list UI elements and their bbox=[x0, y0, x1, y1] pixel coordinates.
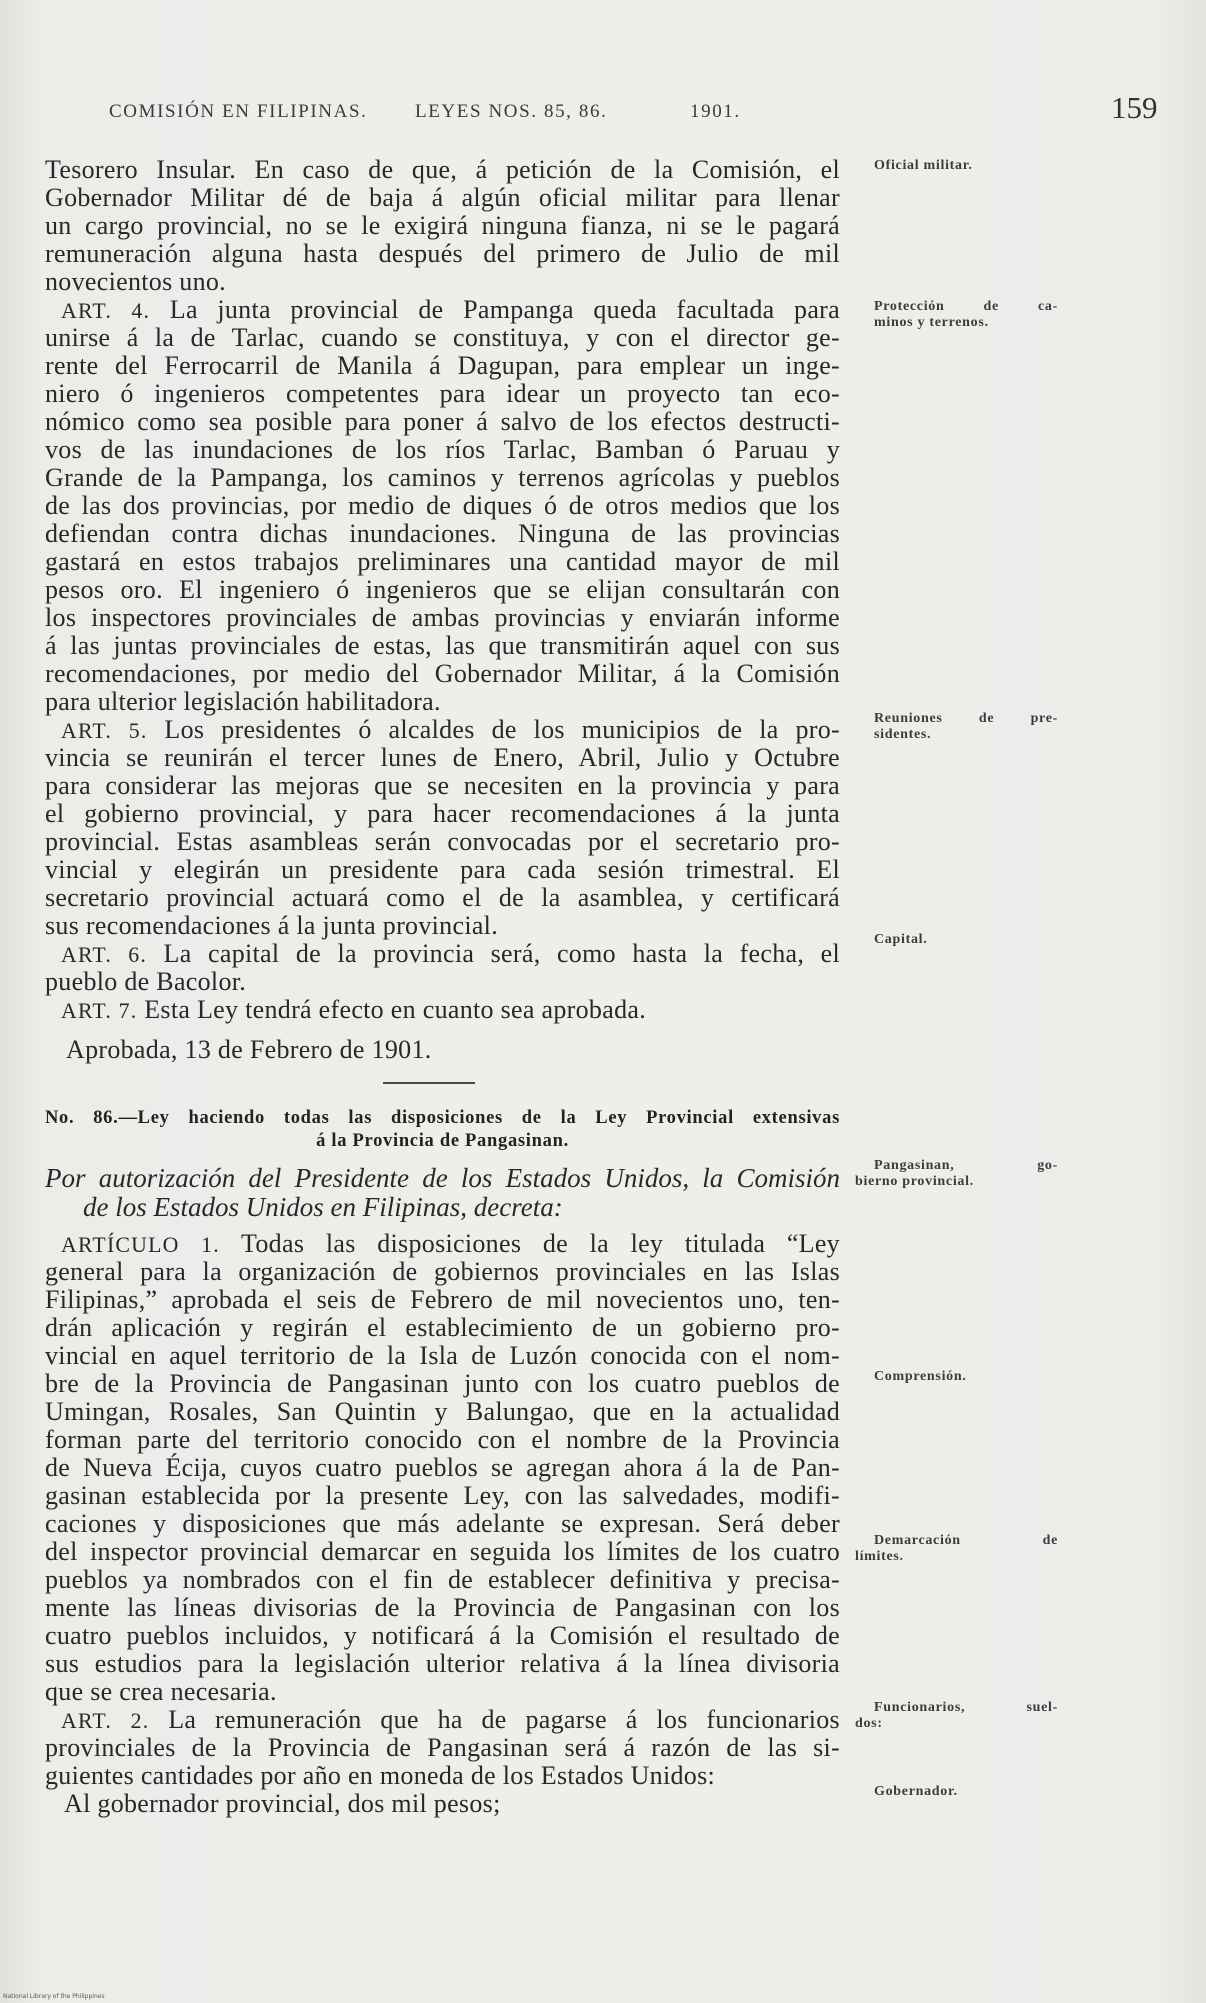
text-line: guientes cantidades por año en moneda de los Estados Unidos: bbox=[45, 1761, 716, 1790]
text-line: que se crea necesaria. bbox=[45, 1677, 277, 1706]
text-line: pueblo de Bacolor. bbox=[45, 967, 247, 996]
margin-note-pangasinan-government bbox=[855, 1158, 1058, 1190]
text-line: mente las líneas divisorias de la Provincia de Pangasinan con los bbox=[45, 1593, 840, 1622]
text-line bbox=[45, 296, 840, 324]
law-heading-line: No. 86.—Ley haciendo todas las disposiciones de la Ley Provincial extensivas bbox=[45, 1108, 840, 1128]
text-line: vos de las inundaciones de los ríos Tarlac, Bamban ó Paruau y bbox=[45, 435, 840, 464]
article-label: ART. 5. bbox=[61, 719, 148, 743]
text-line: defiendan contra dichas inundaciones. Ninguna de las provincias bbox=[45, 519, 840, 548]
margin-note-line: Pangasinan, go- bbox=[874, 1158, 1058, 1173]
section-rule bbox=[383, 1082, 475, 1084]
article-label: ART. 7. bbox=[61, 999, 138, 1023]
margin-note-line: Funcionarios, suel- bbox=[874, 1700, 1058, 1715]
text-line: remuneración alguna hasta después del primero de Julio de mil bbox=[45, 239, 840, 268]
line-text: La capital de la provincia será, como hasta la fecha, el bbox=[163, 939, 840, 968]
text-line: vincial y elegirán un presidente para cada sesión trimestral. El bbox=[45, 855, 840, 884]
text-line: para considerar las mejoras que se necesiten en la provincia y para bbox=[45, 771, 840, 800]
line-text: Todas las disposiciones de la ley titulada “Ley bbox=[241, 1229, 840, 1258]
margin-note-line: dos: bbox=[855, 1716, 883, 1731]
margin-note-comprehension bbox=[874, 1369, 1058, 1385]
margin-note-line: límites. bbox=[855, 1549, 904, 1564]
margin-note-military-officer bbox=[874, 158, 1058, 174]
margin-note-line: Comprensión. bbox=[874, 1369, 967, 1384]
text-line: á las juntas provinciales de estas, las que transmitirán aquel con sus bbox=[45, 631, 840, 660]
law-86-text bbox=[45, 1230, 840, 1818]
text-line: del inspector provincial demarcar en seguida los límites de los cuatro bbox=[45, 1537, 840, 1566]
scan-credit: National Library of the Philippines bbox=[3, 1993, 105, 2000]
text-line: de Nueva Écija, cuyos cuatro pueblos se agregan ahora á la de Pan- bbox=[45, 1453, 840, 1482]
text-line: gastará en estos trabajos preliminares una cantidad mayor de mil bbox=[45, 547, 840, 576]
margin-note-line: minos y terrenos. bbox=[874, 315, 989, 330]
margin-note-road-protection bbox=[874, 299, 1058, 331]
margin-note-line: Gobernador. bbox=[874, 1784, 958, 1799]
text-line bbox=[45, 996, 840, 1024]
text-line bbox=[45, 1230, 840, 1258]
text-line: Al gobernador provincial, dos mil pesos; bbox=[64, 1789, 501, 1818]
text-line: provincial. Estas asambleas serán convocadas por el secretario pro- bbox=[45, 827, 840, 856]
margin-note-line: Reuniones de pre- bbox=[874, 711, 1058, 726]
text-line: forman parte del territorio conocido con el nombre de la Provincia bbox=[45, 1425, 840, 1454]
margin-note-line: sidentes. bbox=[874, 727, 932, 742]
text-line: sus estudios para la legislación ulterior relativa á la línea divisoria bbox=[45, 1649, 840, 1678]
text-line: nómico como sea posible para poner á salvo de los efectos destructi- bbox=[45, 407, 840, 436]
approval-date: Aprobada, 13 de Febrero de 1901. bbox=[66, 1035, 432, 1064]
margin-note-line: Protección de ca- bbox=[874, 299, 1058, 314]
article-label: ARTÍCULO 1. bbox=[61, 1233, 220, 1257]
text-line: Tesorero Insular. En caso de que, á petición de la Comisión, el bbox=[45, 155, 840, 184]
text-line: de las dos provincias, por medio de diques ó de otros medios que los bbox=[45, 491, 840, 520]
line-text: La remuneración que ha de pagarse á los funcionarios bbox=[168, 1705, 840, 1734]
text-line: vincia se reunirán el tercer lunes de Enero, Abril, Julio y Octubre bbox=[45, 743, 840, 772]
text-line: niero ó ingenieros competentes para idear un proyecto tan eco- bbox=[45, 379, 840, 408]
running-head-commission: COMISIÓN EN FILIPINAS. bbox=[109, 101, 368, 122]
text-line: pesos oro. El ingeniero ó ingenieros que se elijan consultarán con bbox=[45, 575, 840, 604]
text-line: cuatro pueblos incluidos, y notificará á la Comisión el resultado de bbox=[45, 1621, 840, 1650]
running-head-year: 1901. bbox=[690, 101, 741, 122]
text-line: pueblos ya nombrados con el fin de establecer definitiva y precisa- bbox=[45, 1565, 840, 1594]
margin-note-boundaries bbox=[855, 1533, 1058, 1565]
line-text: La junta provincial de Pampanga queda facultada para bbox=[169, 295, 840, 324]
margin-note-line: Demarcación de bbox=[874, 1533, 1058, 1548]
margin-note-line: bierno provincial. bbox=[855, 1174, 974, 1189]
line-text: Esta Ley tendrá efecto en cuanto sea aprobada. bbox=[144, 995, 647, 1024]
law-85-text bbox=[45, 156, 840, 1024]
text-line: general para la organización de gobiernos provinciales en las Islas bbox=[45, 1257, 840, 1286]
running-head-laws: LEYES NOS. 85, 86. bbox=[415, 101, 608, 122]
line-text: Los presidentes ó alcaldes de los municipios de la pro- bbox=[164, 715, 840, 744]
text-line bbox=[45, 716, 840, 744]
text-line: sus recomendaciones á la junta provincial. bbox=[45, 911, 498, 940]
text-line: para ulterior legislación habilitadora. bbox=[45, 687, 441, 716]
text-line: bre de la Provincia de Pangasinan junto con los cuatro pueblos de bbox=[45, 1369, 840, 1398]
enacting-clause bbox=[45, 1164, 840, 1222]
text-line: rente del Ferrocarril de Manila á Dagupan, para emplear un inge- bbox=[45, 351, 840, 380]
margin-note-line: Oficial militar. bbox=[874, 158, 973, 173]
text-line: secretario provincial actuará como el de la asamblea, y certificará bbox=[45, 883, 840, 912]
article-label: ART. 6. bbox=[61, 943, 148, 967]
margin-note-salaries bbox=[855, 1700, 1058, 1732]
law-heading-line: á la Provincia de Pangasinan. bbox=[316, 1131, 569, 1151]
text-line: unirse á la de Tarlac, cuando se constituya, y con el director ge- bbox=[45, 323, 840, 352]
text-line: provinciales de la Provincia de Pangasinan será á razón de las si- bbox=[45, 1733, 840, 1762]
text-line: un cargo provincial, no se le exigirá ninguna fianza, ni se le pagará bbox=[45, 211, 840, 240]
text-line bbox=[45, 940, 840, 968]
text-line: los inspectores provinciales de ambas provincias y enviarán informe bbox=[45, 603, 840, 632]
article-label: ART. 4. bbox=[61, 299, 151, 323]
text-line: Filipinas,” aprobada el seis de Febrero de mil novecientos uno, ten- bbox=[45, 1285, 840, 1314]
text-line: novecientos uno. bbox=[45, 267, 226, 296]
page-number: 159 bbox=[1111, 90, 1158, 125]
article-label: ART. 2. bbox=[61, 1709, 150, 1733]
text-line: drán aplicación y regirán el establecimiento de un gobierno pro- bbox=[45, 1313, 840, 1342]
text-line bbox=[45, 1706, 840, 1734]
text-line: vincial en aquel territorio de la Isla de Luzón conocida con el nom- bbox=[45, 1341, 840, 1370]
margin-note-governor bbox=[874, 1784, 1058, 1800]
text-line: Umingan, Rosales, San Quintin y Balungao, que en la actualidad bbox=[45, 1397, 840, 1426]
margin-note-presidents-meetings bbox=[874, 711, 1058, 743]
text-line: el gobierno provincial, y para hacer recomendaciones á la junta bbox=[45, 799, 840, 828]
margin-note-line: Capital. bbox=[874, 932, 928, 947]
text-line: caciones y disposiciones que más adelante se expresan. Será deber bbox=[45, 1509, 840, 1538]
text-line: Gobernador Militar dé de baja á algún oficial militar para llenar bbox=[45, 183, 840, 212]
margin-note-capital bbox=[874, 932, 1058, 948]
text-line: Grande de la Pampanga, los caminos y terrenos agrícolas y pueblos bbox=[45, 463, 840, 492]
law-heading bbox=[45, 1107, 840, 1153]
enacting-line: Por autorización del Presidente de los Estados Unidos, la Comisión bbox=[45, 1163, 840, 1193]
text-line: gasinan establecida por la presente Ley, con las salvedades, modifi- bbox=[45, 1481, 840, 1510]
enacting-line: de los Estados Unidos en Filipinas, decreta: bbox=[83, 1192, 563, 1222]
text-line: recomendaciones, por medio del Gobernador Militar, á la Comisión bbox=[45, 659, 840, 688]
